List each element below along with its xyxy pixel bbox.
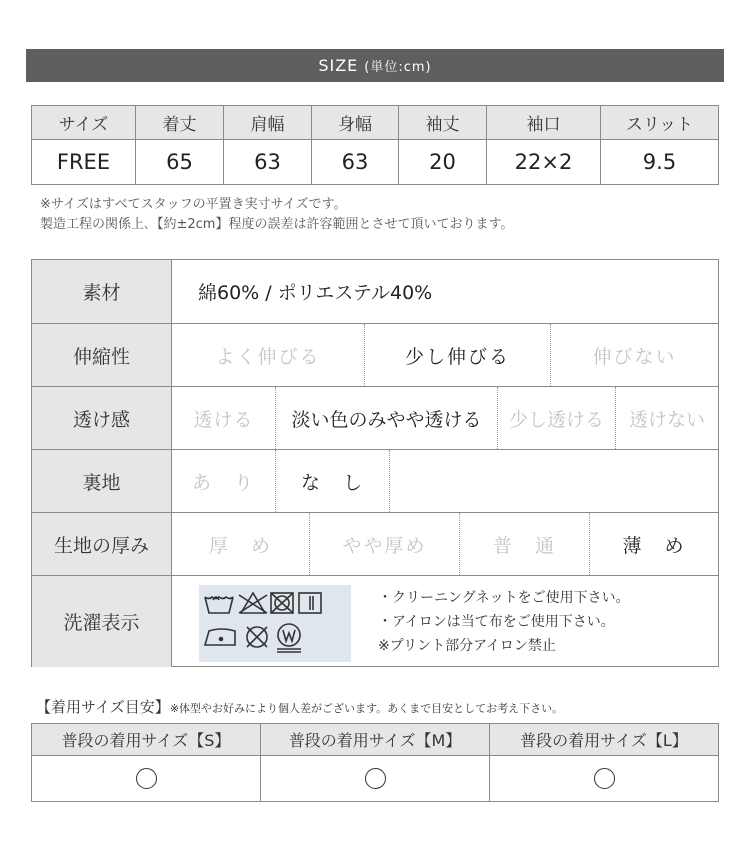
- header-size: サイズ: [32, 106, 136, 140]
- sheer-option-none: 透けない: [615, 387, 718, 449]
- fit-header-s: 普段の着用サイズ【S】: [32, 724, 261, 756]
- stretch-option-some: 少し伸びる: [364, 324, 550, 386]
- care-notes: [378, 586, 630, 658]
- sheer-label: 透け感: [32, 387, 172, 449]
- care-note-2: ・アイロンは当て布をご使用下さい。: [378, 614, 615, 630]
- value-chest: 63: [312, 140, 399, 185]
- size-table: [31, 105, 719, 185]
- care-note-1: ・クリーニングネットをご使用下さい。: [378, 590, 630, 606]
- material-label: 素材: [32, 260, 172, 323]
- hand-wash-icon: [205, 597, 233, 613]
- size-banner: [26, 49, 724, 82]
- no-dry-clean-icon: [247, 627, 267, 647]
- line-dry-icon: [299, 593, 321, 613]
- thickness-row: [32, 512, 718, 575]
- fit-table: [31, 723, 719, 802]
- care-label: 洗濯表示: [32, 576, 172, 667]
- material-row: [32, 260, 718, 323]
- header-cuff: 袖口: [487, 106, 601, 140]
- value-shoulder: 63: [224, 140, 312, 185]
- lining-row: [32, 449, 718, 512]
- wet-clean-icon: [277, 624, 301, 652]
- fit-title: 【着用サイズ目安】: [36, 698, 170, 716]
- size-note-1: ※サイズはすべてスタッフの平置き実寸サイズです。: [40, 197, 347, 212]
- fit-value-l: [490, 756, 719, 802]
- material-table: [31, 259, 719, 667]
- value-length: 65: [136, 140, 224, 185]
- fit-note: ※体型やお好みにより個人差がございます。あくまで目安としてお考え下さい。: [169, 702, 564, 715]
- thickness-label: 生地の厚み: [32, 513, 172, 575]
- fit-value-s: [32, 756, 261, 802]
- size-table-row: [32, 140, 719, 185]
- fit-mark-m: [365, 768, 386, 789]
- lining-option-yes: あ り: [191, 471, 255, 494]
- lining-divider: [389, 450, 390, 512]
- fit-table-row: [32, 756, 719, 802]
- sheer-option-light-colors: 淡い色のみやや透ける: [275, 387, 497, 449]
- header-slit: スリット: [601, 106, 719, 140]
- fit-value-m: [261, 756, 490, 802]
- header-length: 着丈: [136, 106, 224, 140]
- material-value: 綿60% / ポリエステル40%: [198, 282, 433, 304]
- stretch-option-none: 伸びない: [550, 324, 718, 386]
- care-symbols-panel: [199, 585, 351, 662]
- fit-header-m: 普段の着用サイズ【M】: [261, 724, 490, 756]
- fit-table-header: [32, 724, 719, 756]
- fit-mark-s: [136, 768, 157, 789]
- fit-header-l: 普段の着用サイズ【L】: [490, 724, 719, 756]
- sheer-row: [32, 386, 718, 449]
- size-title: SIZE: [318, 56, 359, 75]
- lining-label: 裏地: [32, 450, 172, 512]
- header-sleeve: 袖丈: [399, 106, 487, 140]
- header-chest: 身幅: [312, 106, 399, 140]
- size-unit: (単位:cm): [364, 60, 432, 75]
- no-bleach-icon: [239, 593, 267, 613]
- sheer-option-sheer: 透ける: [193, 408, 254, 431]
- thickness-option-thick: 厚 め: [208, 534, 272, 557]
- thickness-option-slightly-thick: やや厚め: [309, 513, 459, 575]
- iron-low-icon: [205, 629, 235, 645]
- sheer-option-slight: 少し透ける: [497, 387, 615, 449]
- value-size: FREE: [32, 140, 136, 185]
- fit-mark-l: [594, 768, 615, 789]
- care-note-3: ※プリント部分アイロン禁止: [378, 638, 556, 654]
- stretch-label: 伸縮性: [32, 324, 172, 386]
- lining-option-no: な し: [275, 450, 389, 512]
- care-row: [32, 575, 718, 667]
- thickness-option-thin: 薄 め: [589, 513, 718, 575]
- thickness-option-normal: 普 通: [459, 513, 589, 575]
- no-tumble-dry-icon: [271, 593, 293, 613]
- size-table-header: [32, 106, 719, 140]
- care-symbols: [199, 585, 351, 662]
- value-cuff: 22×2: [487, 140, 601, 185]
- stretch-option-high: よく伸びる: [215, 345, 321, 368]
- size-note-2: 製造工程の関係上､【約±2cm】程度の誤差は許容範囲とさせて頂いております。: [40, 217, 514, 232]
- fit-heading: [36, 696, 563, 717]
- value-sleeve: 20: [399, 140, 487, 185]
- value-slit: 9.5: [601, 140, 719, 185]
- stretch-row: [32, 323, 718, 386]
- header-shoulder: 肩幅: [224, 106, 312, 140]
